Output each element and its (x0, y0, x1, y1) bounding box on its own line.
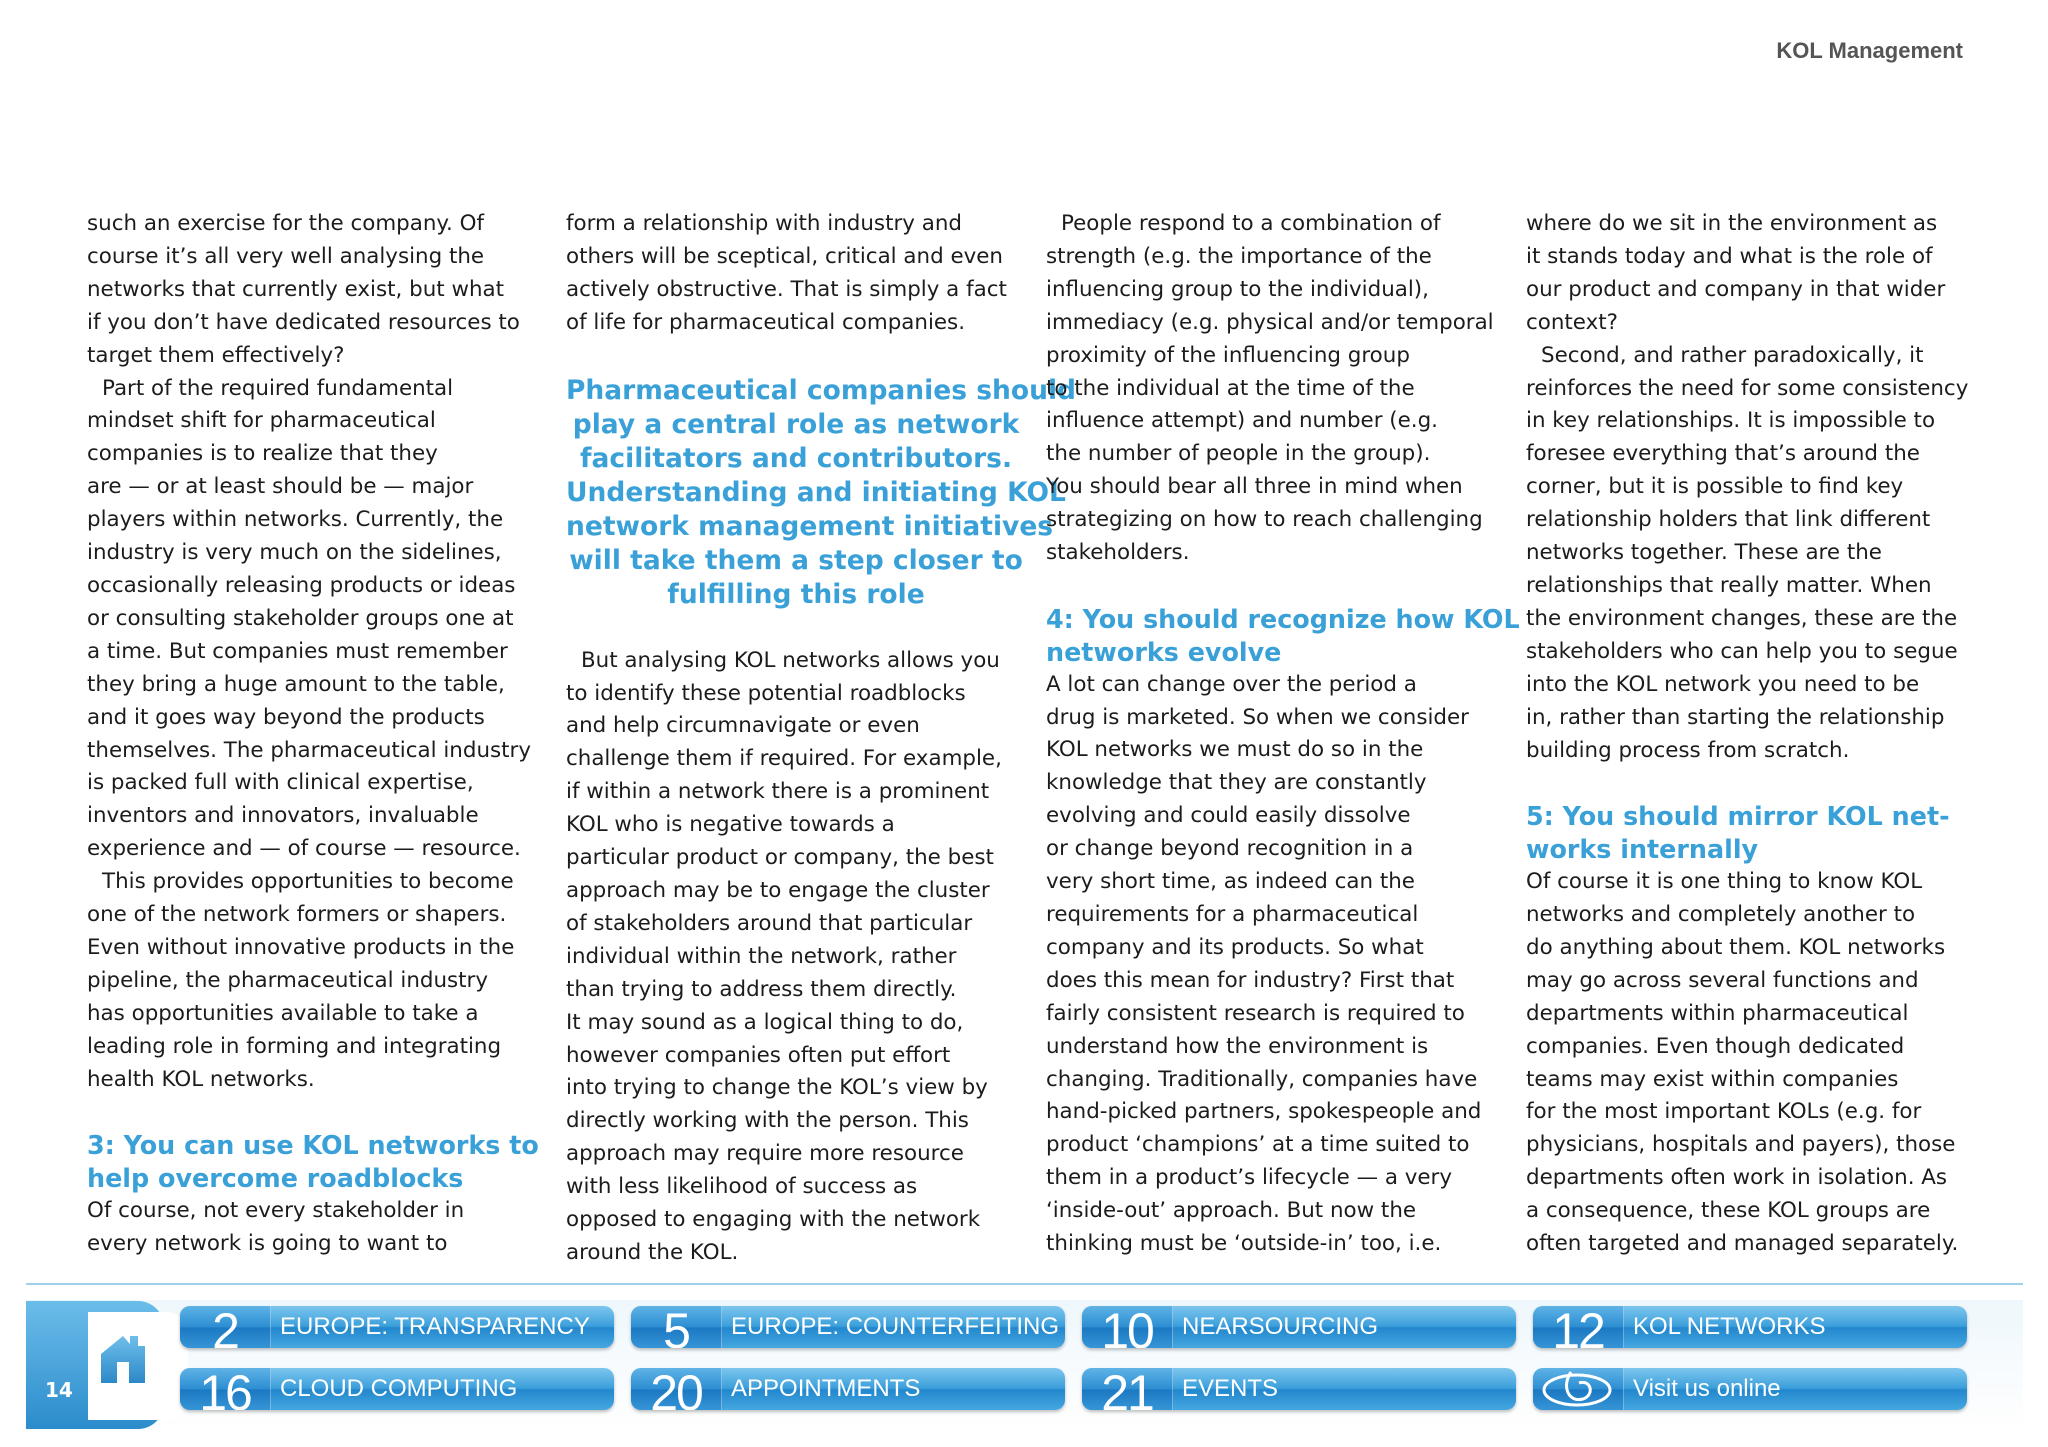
nav-page-number: 5 (631, 1306, 722, 1348)
body-line: target them effectively? (87, 342, 345, 368)
pull-quote-line: will take them a step closer to (569, 544, 1023, 576)
body-line: immediacy (e.g. physical and/or temporal (1046, 309, 1494, 335)
body-line: stakeholders. (1046, 540, 1190, 566)
body-line: But analysing KOL networks allows you (581, 647, 1000, 673)
body-line: People respond to a combination of (1061, 211, 1441, 236)
body-line: with less likelihood of success as (566, 1174, 918, 1200)
body-line: or change beyond recognition in a (1046, 836, 1414, 862)
body-line: however companies often put effort (566, 1042, 951, 1068)
body-line: Of course it is one thing to know KOL (1526, 869, 1923, 895)
body-line: teams may exist within companies (1526, 1066, 1899, 1092)
body-line: strategizing on how to reach challenging (1046, 507, 1483, 533)
body-line: departments within pharmaceutical (1526, 1000, 1909, 1026)
body-line: very short time, as indeed can the (1046, 869, 1415, 895)
body-line: reinforces the need for some consistency (1526, 375, 1969, 401)
nav-page-number: 2 (180, 1306, 271, 1348)
body-line: our product and company in that wider (1526, 276, 1946, 302)
body-line: networks together. These are the (1526, 540, 1882, 566)
body-line: players within networks. Currently, the (87, 507, 504, 533)
pull-quote-line: play a central role as network (572, 408, 1020, 440)
body-line: hand-picked partners, spokespeople and (1046, 1099, 1482, 1125)
pull-quote-line: facilitators and contributors. (579, 442, 1013, 474)
body-line: is packed full with clinical expertise, (87, 770, 474, 796)
body-line: often targeted and managed separately. (1526, 1231, 1959, 1257)
body-line: around the KOL. (566, 1239, 739, 1265)
body-line: one of the network formers or shapers. (87, 902, 507, 928)
pull-quote-line: Understanding and initiating KOL (566, 476, 1066, 508)
body-line: others will be sceptical, critical and even (566, 243, 1003, 269)
section-heading-4: 4: You should recognize how KOL (1046, 603, 1520, 634)
body-line: does this mean for industry? First that (1046, 967, 1455, 993)
body-line: understand how the environment is (1046, 1033, 1429, 1059)
body-line: company and its products. So what (1046, 934, 1424, 960)
body-line: in key relationships. It is impossible to (1526, 408, 1936, 434)
body-line: foresee everything that’s around the (1526, 441, 1920, 467)
body-line: proximity of the influencing group (1046, 342, 1410, 368)
nav-page-number: 20 (631, 1368, 722, 1410)
pull-quote (566, 374, 1076, 612)
body-line: ‘inside-out’ approach. But now the (1046, 1198, 1417, 1224)
body-line: the number of people in the group). (1046, 441, 1431, 467)
body-line: companies is to realize that they (87, 441, 438, 467)
body-line: a time. But companies must remember (87, 638, 508, 664)
body-line: actively obstructive. That is simply a fact (566, 276, 1007, 302)
body-line: KOL networks we must do so in the (1046, 737, 1424, 763)
pull-quote-line: Pharmaceutical companies should (566, 374, 1076, 406)
body-line: course it’s all very well analysing the (87, 243, 485, 269)
article-column-1 (87, 208, 547, 1261)
nav-link-events[interactable] (1082, 1368, 1516, 1410)
body-line: You should bear all three in mind when (1046, 474, 1463, 500)
body-line: relationships that really matter. When (1526, 572, 1932, 598)
body-line: A lot can change over the period a (1046, 671, 1417, 697)
pull-quote-line: network management initiatives (566, 510, 1054, 542)
nav-label: EUROPE: COUNTERFEITING (731, 1313, 1060, 1340)
body-line: has opportunities available to take a (87, 1000, 479, 1026)
body-line: themselves. The pharmaceutical industry (87, 737, 531, 763)
body-line: context? (1526, 309, 1618, 335)
body-line: thinking must be ‘outside-in’ too, i.e. (1046, 1231, 1442, 1257)
body-line: influence attempt) and number (e.g. (1046, 408, 1438, 434)
body-line: directly working with the person. This (566, 1108, 969, 1134)
body-line: a consequence, these KOL groups are (1526, 1198, 1931, 1224)
nav-label: EVENTS (1182, 1375, 1279, 1402)
body-line: every network is going to want to (87, 1231, 448, 1257)
body-line: requirements for a pharmaceutical (1046, 902, 1419, 928)
body-line: departments often work in isolation. As (1526, 1165, 1948, 1191)
page-header-title: KOL Management (1776, 38, 1963, 63)
nav-label: KOL NETWORKS (1633, 1313, 1826, 1340)
body-line: mindset shift for pharmaceutical (87, 408, 436, 434)
section-heading-5: works internally (1526, 834, 1759, 865)
body-line: they bring a huge amount to the table, (87, 671, 505, 697)
body-line: approach may be to engage the cluster (566, 877, 990, 903)
nav-link-cloud-computing[interactable] (180, 1368, 614, 1410)
nav-link-nearsourcing[interactable] (1082, 1306, 1516, 1348)
body-line: corner, but it is possible to find key (1526, 474, 1904, 500)
body-line: fairly consistent research is required to (1046, 1000, 1465, 1026)
body-line: of life for pharmaceutical companies. (566, 309, 966, 335)
body-line: individual within the network, rather (566, 943, 957, 969)
nav-link-europe-transparency[interactable] (180, 1306, 614, 1348)
body-line: health KOL networks. (87, 1066, 315, 1092)
article-column-4 (1526, 208, 1986, 1261)
body-line: relationship holders that link different (1526, 507, 1931, 533)
article-column-3 (1046, 208, 1520, 1261)
body-line: the environment changes, these are the (1526, 605, 1958, 631)
body-line: inventors and innovators, invaluable (87, 803, 479, 829)
body-line: Part of the required fundamental (102, 375, 454, 401)
body-line: such an exercise for the company. Of (87, 211, 484, 236)
page-number: 14 (45, 1378, 73, 1402)
body-line: industry is very much on the sidelines, (87, 540, 502, 566)
body-line: networks and completely another to (1526, 902, 1916, 928)
body-line: influencing group to the individual), (1046, 276, 1429, 302)
nav-label: CLOUD COMPUTING (280, 1375, 518, 1402)
footer-divider (26, 1283, 2023, 1285)
body-line: for the most important KOLs (e.g. for (1526, 1099, 1922, 1125)
body-line: networks that currently exist, but what (87, 276, 505, 302)
body-line: pipeline, the pharmaceutical industry (87, 967, 489, 993)
body-line: It may sound as a logical thing to do, (566, 1009, 964, 1035)
body-line: particular product or company, the best (566, 845, 994, 871)
body-line: where do we sit in the environment as (1526, 211, 1938, 236)
body-line: may go across several functions and (1526, 967, 1919, 993)
body-line: knowledge that they are constantly (1046, 770, 1427, 796)
body-line: do anything about them. KOL networks (1526, 934, 1946, 960)
body-line: product ‘champions’ at a time suited to (1046, 1132, 1470, 1158)
body-line: Second, and rather paradoxically, it (1541, 342, 1924, 368)
nav-label: NEARSOURCING (1182, 1313, 1379, 1340)
body-line: if you don’t have dedicated resources to (87, 309, 520, 335)
body-line: Of course, not every stakeholder in (87, 1198, 465, 1224)
body-line: building process from scratch. (1526, 737, 1850, 763)
body-line: drug is marketed. So when we consider (1046, 704, 1469, 730)
body-line: form a relationship with industry and (566, 211, 962, 236)
body-line: strength (e.g. the importance of the (1046, 243, 1432, 269)
body-line: companies. Even though dedicated (1526, 1033, 1905, 1059)
body-line: if within a network there is a prominent (566, 779, 990, 805)
body-line: approach may require more resource (566, 1141, 964, 1167)
body-line: to identify these potential roadblocks (566, 680, 966, 706)
body-line: experience and — of course — resource. (87, 836, 521, 862)
body-line: or consulting stakeholder groups one at (87, 605, 514, 631)
body-line: are — or at least should be — major (87, 474, 474, 500)
body-line: changing. Traditionally, companies have (1046, 1066, 1478, 1092)
body-line: and it goes way beyond the products (87, 704, 485, 730)
body-line: it stands today and what is the role of (1526, 243, 1933, 269)
nav-link-kol-networks[interactable] (1533, 1306, 1967, 1348)
nav-label: EUROPE: TRANSPARENCY (280, 1313, 590, 1340)
nav-page-number: 10 (1082, 1306, 1173, 1348)
home-icon[interactable] (100, 1332, 146, 1384)
body-line: occasionally releasing products or ideas (87, 572, 516, 598)
nav-label: APPOINTMENTS (731, 1375, 921, 1402)
body-line: KOL who is negative towards a (566, 812, 895, 838)
section-heading-3: 3: You can use KOL networks to (87, 1130, 539, 1161)
nav-link-visit-us-online[interactable] (1533, 1368, 1967, 1410)
body-line: than trying to address them directly. (566, 976, 957, 1002)
body-line: into trying to change the KOL’s view by (566, 1075, 988, 1101)
web-globe-icon (1539, 1369, 1619, 1409)
body-line: to the individual at the time of the (1046, 375, 1415, 401)
article-column-2 (566, 208, 1076, 1270)
body-line: of stakeholders around that particular (566, 910, 973, 936)
nav-page-number: 12 (1533, 1306, 1624, 1348)
pull-quote-line: fulfilling this role (667, 578, 925, 610)
body-line: Even without innovative products in the (87, 934, 515, 960)
nav-page-number: 21 (1082, 1368, 1173, 1410)
nav-link-europe-counterfeiting[interactable] (631, 1306, 1065, 1348)
body-line: challenge them if required. For example, (566, 746, 1002, 772)
body-line: stakeholders who can help you to segue (1526, 638, 1958, 664)
nav-link-appointments[interactable] (631, 1368, 1065, 1410)
body-line: in, rather than starting the relationship (1526, 704, 1945, 730)
nav-label: Visit us online (1633, 1375, 1781, 1402)
section-heading-5: 5: You should mirror KOL net- (1526, 801, 1950, 832)
body-line: evolving and could easily dissolve (1046, 803, 1411, 829)
body-line: them in a product’s lifecycle — a very (1046, 1165, 1452, 1191)
body-line: leading role in forming and integrating (87, 1033, 502, 1059)
section-heading-4: networks evolve (1046, 636, 1282, 667)
nav-page-number: 16 (180, 1368, 271, 1410)
body-line: This provides opportunities to become (102, 869, 514, 895)
body-line: into the KOL network you need to be (1526, 671, 1920, 697)
section-heading-3: help overcome roadblocks (87, 1163, 464, 1194)
body-line: opposed to engaging with the network (566, 1207, 981, 1233)
body-line: and help circumnavigate or even (566, 713, 920, 739)
body-line: physicians, hospitals and payers), those (1526, 1132, 1956, 1158)
